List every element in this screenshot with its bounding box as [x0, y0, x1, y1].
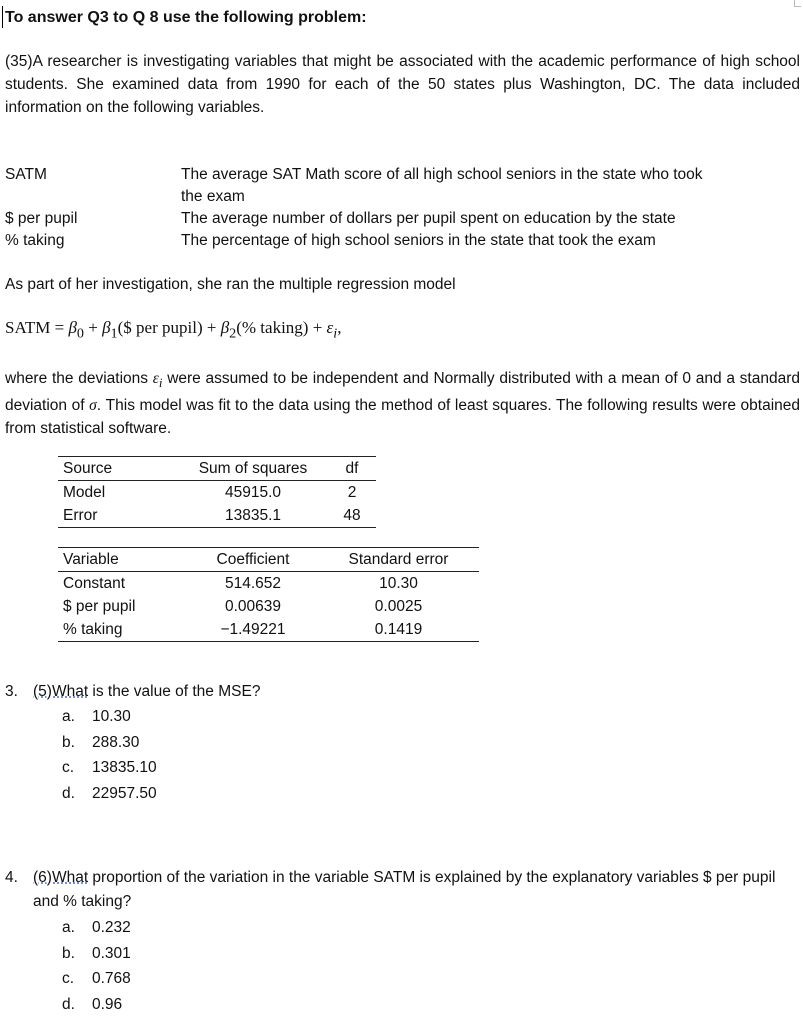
choice-text: 0.96: [92, 995, 123, 1013]
column-header: df: [328, 457, 376, 481]
choice-text: 0.301: [92, 944, 131, 962]
question-3-choices: [62, 704, 157, 806]
question-points: (6)What: [33, 869, 89, 886]
assumption-text: where the deviations: [5, 370, 153, 387]
question-3: [5, 680, 800, 704]
definition-term: $ per pupil: [5, 210, 78, 227]
model-intro-text: As part of her investigation, she ran the multiple regression model: [5, 276, 456, 293]
answer-choice[interactable]: [62, 704, 157, 730]
choice-text: 0.768: [92, 970, 131, 988]
choice-text: 0.232: [92, 919, 131, 936]
answer-choice[interactable]: [62, 781, 157, 807]
question-points: (5)What: [33, 683, 89, 700]
table-cell: 514.652: [224, 575, 282, 592]
answer-choice[interactable]: [62, 915, 131, 941]
text-cursor: [2, 6, 3, 28]
epsilon-symbol: ε: [152, 370, 159, 387]
equation-lhs: SATM =: [5, 318, 69, 337]
definition-term: SATM: [5, 166, 47, 183]
question-text: is the value of the MSE?: [88, 683, 261, 700]
table-row: [58, 481, 376, 505]
table-cell: Model: [63, 484, 106, 501]
column-header: Standard error: [318, 548, 479, 572]
table-header-row: [58, 548, 479, 572]
anova-table: [58, 456, 376, 528]
heading: To answer Q3 to Q 8 use the following problem:: [5, 9, 367, 26]
assumption-paragraph: [5, 367, 800, 440]
regression-equation: [5, 318, 341, 342]
table-cell: 0.00639: [224, 598, 282, 615]
choice-letter: c.: [62, 759, 75, 777]
equation-comma: ,: [337, 318, 342, 337]
table-row: [58, 595, 479, 618]
choice-letter: c.: [62, 970, 75, 988]
table-cell: 2: [347, 484, 357, 501]
table-header-row: [58, 457, 376, 481]
column-header: Coefficient: [188, 548, 318, 572]
choice-letter: d.: [62, 995, 75, 1013]
question-number: 4.: [5, 869, 18, 886]
sigma-symbol: σ: [89, 397, 97, 415]
choice-letter: b.: [62, 944, 75, 962]
answer-choice[interactable]: [62, 941, 131, 967]
beta0-symbol: β: [68, 318, 77, 337]
definition-row: [5, 208, 795, 230]
definition-term: % taking: [5, 232, 65, 249]
beta2-subscript: 2: [229, 325, 237, 342]
table-cell: Error: [58, 504, 178, 528]
table-row: [58, 572, 479, 596]
answer-choice[interactable]: [62, 966, 131, 992]
column-header: Variable: [58, 548, 188, 572]
beta0-subscript: 0: [76, 325, 84, 342]
definition-description: The percentage of high school seniors in the state that took the exam: [181, 232, 656, 249]
choice-text: 22957.50: [92, 784, 157, 802]
table-cell: 45915.0: [224, 484, 282, 501]
answer-choice[interactable]: [62, 755, 157, 781]
question-text: proportion of the variation in the variable SATM is explained by the explanatory variables $ per pupil and % taking?: [33, 869, 776, 910]
variable-definitions: [5, 164, 795, 252]
coefficient-table: [58, 547, 479, 642]
choice-letter: a.: [62, 919, 75, 936]
column-header: Source: [58, 457, 178, 481]
answer-choice[interactable]: [62, 730, 157, 756]
choice-text: 10.30: [92, 708, 131, 725]
definition-row: [5, 164, 795, 208]
table-cell: 13835.1: [178, 504, 328, 528]
choice-letter: d.: [62, 784, 75, 802]
equation-term-taking: (% taking) +: [236, 318, 327, 337]
question-4-choices: [62, 915, 131, 1017]
epsilon-subscript: i: [333, 325, 338, 342]
table-cell: 48: [328, 504, 376, 528]
table-cell: 10.30: [379, 575, 418, 592]
epsilon-symbol: ε: [326, 318, 334, 337]
table-cell: $ per pupil: [63, 598, 136, 615]
epsilon-subscript: i: [158, 375, 163, 391]
table-cell: % taking: [58, 618, 188, 642]
definition-description: The average SAT Math score of all high school seniors in the state who took the exam: [181, 166, 703, 205]
table-cell: 0.0025: [374, 598, 423, 615]
question-number: 3.: [5, 683, 18, 700]
definition-description: The average number of dollars per pupil spent on education by the state: [181, 210, 676, 227]
assumption-text: . This model was fit to the data using the method of least squares. The following results were obtained from statistical software.: [5, 397, 800, 438]
equation-plus: +: [83, 318, 103, 337]
choice-text: 288.30: [92, 733, 140, 751]
column-header: Sum of squares: [178, 457, 328, 481]
question-4: [5, 866, 800, 914]
assumption-text: were assumed to be independent and Normally distributed with a mean of 0 and a standard deviation of: [5, 370, 801, 415]
page-corner-mark: [794, 0, 801, 7]
answer-choice[interactable]: [62, 992, 131, 1017]
table-cell: −1.49221: [188, 618, 318, 642]
table-cell: Constant: [63, 575, 126, 592]
beta1-subscript: 1: [110, 325, 118, 342]
beta2-symbol: β: [220, 318, 230, 337]
intro-paragraph: (35)A researcher is investigating variables that might be associated with the academic performance of high school students. She examined data from 1990 for each of the 50 states plus Washington, DC. The data included information on the following variables.: [5, 53, 800, 116]
beta1-symbol: β: [102, 318, 111, 337]
choice-text: 13835.10: [92, 759, 157, 777]
table-row: [58, 504, 376, 528]
choice-letter: b.: [62, 733, 75, 751]
equation-term-dollars: ($ per pupil) +: [117, 318, 221, 337]
definition-row: [5, 230, 795, 252]
table-cell: 0.1419: [318, 618, 479, 642]
choice-letter: a.: [62, 708, 75, 725]
table-row: [58, 618, 479, 642]
